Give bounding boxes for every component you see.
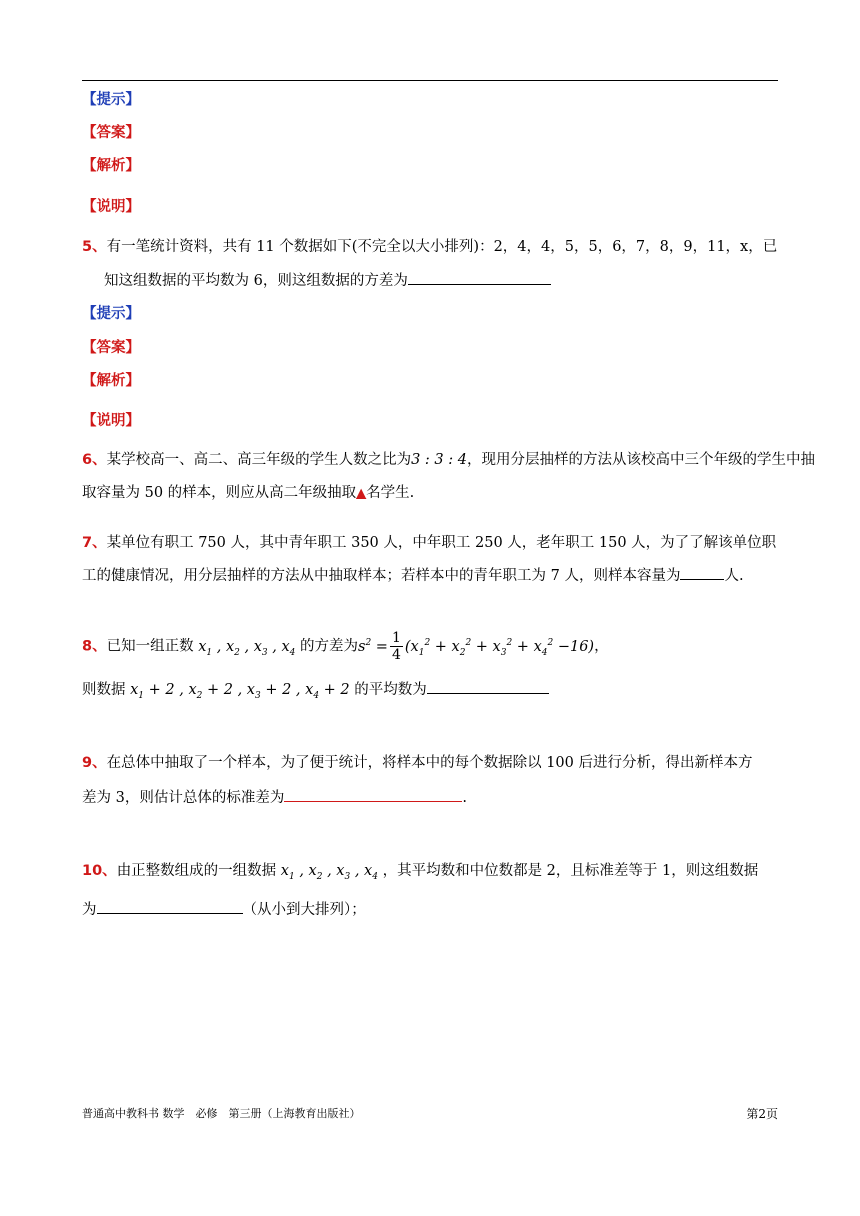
question-8-text-2a: 则数据 xyxy=(82,682,126,698)
hint-label-5: 【提示】 xyxy=(82,306,140,322)
hint-label-1: 【提示】 xyxy=(82,92,140,108)
question-6-ratio: 3 : 3 : 4 xyxy=(411,452,467,468)
question-7-answer-blank[interactable] xyxy=(680,564,724,580)
question-10-text-2b: （从小到大排列）； xyxy=(242,902,366,918)
analysis-label-5: 【解析】 xyxy=(82,373,140,389)
fraction-numerator: 1 xyxy=(391,630,401,646)
question-10-variables: $x_1$ , $x_2$ , $x_3$ , $x_4$ xyxy=(280,863,378,882)
note-label-1: 【说明】 xyxy=(82,199,140,215)
question-6-line-1 xyxy=(82,449,815,471)
question-8-line-2 xyxy=(82,678,549,707)
question-7-line-1 xyxy=(82,532,776,554)
fraction xyxy=(390,630,403,663)
question-9-number: 9、 xyxy=(82,755,107,771)
question-7-text-2a: 工的健康情况，用分层抽样的方法从中抽取样本；若样本中的青年职工为 7 人，则样本容量为 xyxy=(82,568,681,584)
question-6-number: 6、 xyxy=(82,452,107,468)
question-10-line-2 xyxy=(82,898,366,921)
question-7-line-2 xyxy=(82,564,744,587)
footer-page-number: 第2页 xyxy=(746,1107,778,1121)
question-9-answer-blank[interactable] xyxy=(284,786,462,802)
question-10-answer-blank[interactable] xyxy=(97,898,243,914)
footer-book-title: 普通高中教科书 数学 必修 第三册（上海教育出版社） xyxy=(82,1107,361,1120)
question-5-line-1 xyxy=(82,236,777,258)
question-6-text-2a: 取容量为 50 的样本，则应从高二年级抽取 xyxy=(82,485,357,501)
question-6-text-1a: 某学校高一、高二、高三年级的学生人数之比为 xyxy=(106,452,412,468)
question-8-text-1a: 已知一组正数 xyxy=(106,638,194,655)
question-6-text-2b: 名学生. xyxy=(366,485,415,501)
question-7-text-1: 某单位有职工 750 人，其中青年职工 350 人，中年职工 250 人，老年职工 150 人，为了了解该单位职 xyxy=(106,535,777,551)
variance-formula: $s^2$ = xyxy=(357,637,388,655)
variance-formula-body: $(x_1^2 + x_2^2 + x_3^2 + x_4^2 -16)$ xyxy=(404,637,595,658)
question-8-shifted-data: $x_1 + 2$ , $x_2 + 2$ , $x_3 + 2$ , $x_4 + 2$ xyxy=(130,682,350,701)
question-5-number: 5、 xyxy=(82,239,107,255)
question-7-number: 7、 xyxy=(82,535,107,551)
question-10-line-1 xyxy=(82,860,758,888)
analysis-label-1: 【解析】 xyxy=(82,158,140,174)
question-8-line-1: 8、已知一组正数 $x_1$ , $x_2$ , $x_3$ , $x_4$ 的方差为$s^2$ = $\frac{1}{4}$ $(x_1^2 + x_2^2 + x_3^2 + x_4^2 -16)$， xyxy=(82,630,609,663)
question-8-number: 8、 xyxy=(82,638,107,655)
question-9-text-2a: 差为 3，则估计总体的标准差为 xyxy=(82,790,285,806)
question-9-line-1 xyxy=(82,752,752,774)
question-10-text-2a: 为 xyxy=(82,902,97,918)
answer-label-5: 【答案】 xyxy=(82,340,140,356)
question-5-text-1: 有一笔统计资料，共有 11 个数据如下(不完全以大小排列)：2，4，4，5，5，6，7，8，9，11，x，已 xyxy=(106,239,778,255)
question-10-number: 10、 xyxy=(82,863,117,879)
question-8-variables: $x_1$ , $x_2$ , $x_3$ , $x_4$ xyxy=(198,638,296,658)
question-6-line-2 xyxy=(82,482,414,505)
question-8-text-2b: 的平均数为 xyxy=(354,682,427,698)
question-10-text-1a: 由正整数组成的一组数据 xyxy=(116,863,277,879)
question-5-answer-blank[interactable] xyxy=(408,269,551,285)
header-rule xyxy=(82,80,778,81)
answer-label-1: 【答案】 xyxy=(82,125,140,141)
fraction-denominator: 4 xyxy=(391,647,401,663)
question-7-text-2b: 人. xyxy=(724,568,744,584)
question-9-text-1: 在总体中抽取了一个样本，为了便于统计，将样本中的每个数据除以 100 后进行分析，得出新样本方 xyxy=(106,755,753,771)
question-8-answer-blank[interactable] xyxy=(427,678,549,694)
question-5-text-2: 知这组数据的平均数为 6，则这组数据的方差为 xyxy=(104,273,408,289)
answer-marker-triangle-icon[interactable]: ▲ xyxy=(356,486,367,501)
question-8-text-1b: 的方差为 xyxy=(299,638,358,655)
question-9-line-2: 差为 3，则估计总体的标准差为 . xyxy=(82,786,467,809)
question-6-text-1b: ，现用分层抽样的方法从该校高中三个年级的学生中抽 xyxy=(466,452,815,468)
question-10-text-1b: ，其平均数和中位数都是 2，且标准差等于 1，则这组数据 xyxy=(382,863,759,879)
question-5-line-2 xyxy=(104,269,551,292)
note-label-5: 【说明】 xyxy=(82,413,140,429)
